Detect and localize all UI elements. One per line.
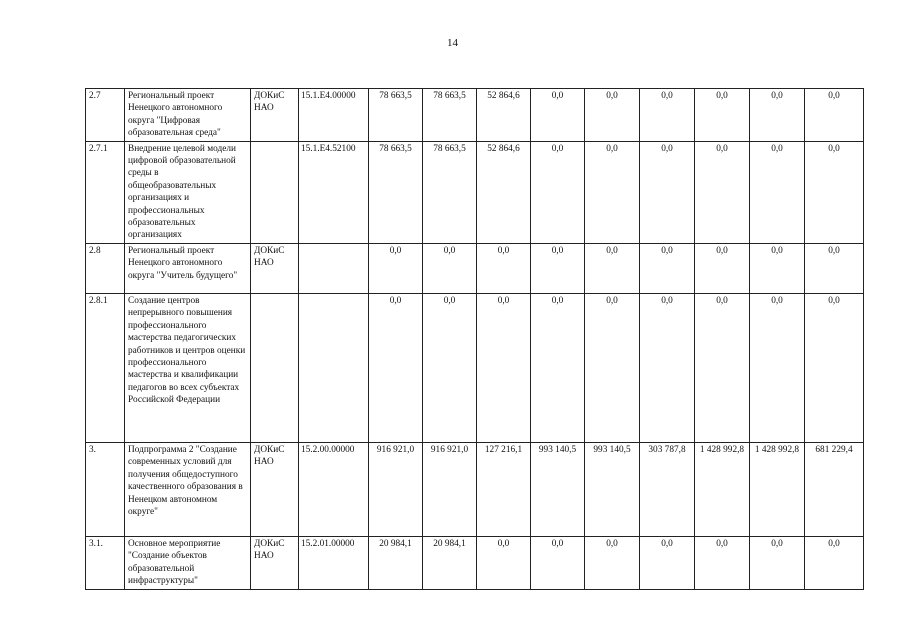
value-cell: 52 864,6 <box>477 89 531 142</box>
row-name-cell: Региональный проект Ненецкого автономного округа "Цифровая образовательная среда" <box>125 89 251 142</box>
value-cell: 0,0 <box>805 141 864 243</box>
table-row <box>86 243 864 293</box>
value-cell: 0,0 <box>695 293 750 442</box>
value-cell: 78 663,5 <box>423 141 477 243</box>
value-cell: 0,0 <box>640 243 695 293</box>
value-cell: 0,0 <box>640 536 695 589</box>
row-name-cell: Основное мероприятие "Создание объектов образовательной инфраструктуры" <box>125 536 251 589</box>
value-cell: 20 984,1 <box>369 536 423 589</box>
table-row <box>86 89 864 142</box>
value-cell: 916 921,0 <box>423 442 477 536</box>
value-cell: 0,0 <box>585 536 640 589</box>
value-cell: 127 216,1 <box>477 442 531 536</box>
value-cell: 78 663,5 <box>369 141 423 243</box>
value-cell: 0,0 <box>695 89 750 142</box>
executor-cell: ДОКиС НАО <box>251 89 299 142</box>
value-cell: 0,0 <box>640 141 695 243</box>
budget-code-cell: 15.1.Е4.52100 <box>299 141 369 243</box>
value-cell: 0,0 <box>750 141 805 243</box>
value-cell: 0,0 <box>369 293 423 442</box>
value-cell: 0,0 <box>477 293 531 442</box>
value-cell: 0,0 <box>423 243 477 293</box>
value-cell: 681 229,4 <box>805 442 864 536</box>
value-cell: 0,0 <box>531 293 585 442</box>
executor-cell: ДОКиС НАО <box>251 243 299 293</box>
value-cell: 0,0 <box>695 141 750 243</box>
page-number: 14 <box>447 37 458 49</box>
executor-cell <box>251 141 299 243</box>
executor-cell: ДОКиС НАО <box>251 536 299 589</box>
value-cell: 78 663,5 <box>369 89 423 142</box>
value-cell: 0,0 <box>585 89 640 142</box>
row-name-cell: Подпрограмма 2 "Создание современных условий для получения общедоступного качественного образования в Ненецком автономном округе" <box>125 442 251 536</box>
value-cell: 0,0 <box>805 293 864 442</box>
budget-code-cell: 15.1.Е4.00000 <box>299 89 369 142</box>
budget-table <box>85 88 864 590</box>
value-cell: 0,0 <box>640 293 695 442</box>
table-row <box>86 442 864 536</box>
value-cell: 916 921,0 <box>369 442 423 536</box>
value-cell: 20 984,1 <box>423 536 477 589</box>
value-cell: 993 140,5 <box>585 442 640 536</box>
row-number-cell: 2.8 <box>86 243 125 293</box>
table-row <box>86 293 864 442</box>
value-cell: 0,0 <box>750 243 805 293</box>
table-row <box>86 141 864 243</box>
value-cell: 0,0 <box>695 243 750 293</box>
row-name-cell: Региональный проект Ненецкого автономного округа "Учитель будущего" <box>125 243 251 293</box>
value-cell: 52 864,6 <box>477 141 531 243</box>
value-cell: 0,0 <box>640 89 695 142</box>
row-number-cell: 3.1. <box>86 536 125 589</box>
value-cell: 0,0 <box>585 293 640 442</box>
value-cell: 0,0 <box>477 243 531 293</box>
value-cell: 0,0 <box>585 243 640 293</box>
value-cell: 0,0 <box>750 89 805 142</box>
budget-code-cell <box>299 243 369 293</box>
value-cell: 0,0 <box>531 536 585 589</box>
value-cell: 78 663,5 <box>423 89 477 142</box>
value-cell: 0,0 <box>695 536 750 589</box>
value-cell: 0,0 <box>531 243 585 293</box>
value-cell: 0,0 <box>531 89 585 142</box>
executor-cell: ДОКиС НАО <box>251 442 299 536</box>
budget-code-cell: 15.2.01.00000 <box>299 536 369 589</box>
row-number-cell: 2.7.1 <box>86 141 125 243</box>
value-cell: 0,0 <box>585 141 640 243</box>
value-cell: 0,0 <box>369 243 423 293</box>
value-cell: 1 428 992,8 <box>750 442 805 536</box>
table-row <box>86 536 864 589</box>
row-name-cell: Создание центров непрерывного повышения профессионального мастерства педагогических работников и центров оценки профессионального мастерства и квалификации педагогов во всех субъектах Российской Федерации <box>125 293 251 442</box>
value-cell: 0,0 <box>750 536 805 589</box>
value-cell: 993 140,5 <box>531 442 585 536</box>
value-cell: 0,0 <box>477 536 531 589</box>
value-cell: 1 428 992,8 <box>695 442 750 536</box>
budget-code-cell: 15.2.00.00000 <box>299 442 369 536</box>
row-number-cell: 2.8.1 <box>86 293 125 442</box>
value-cell: 0,0 <box>805 243 864 293</box>
value-cell: 0,0 <box>423 293 477 442</box>
value-cell: 0,0 <box>805 89 864 142</box>
row-name-cell: Внедрение целевой модели цифровой образовательной среды в общеобразовательных организациях и профессиональных образовательных организациях <box>125 141 251 243</box>
row-number-cell: 3. <box>86 442 125 536</box>
value-cell: 303 787,8 <box>640 442 695 536</box>
executor-cell <box>251 293 299 442</box>
value-cell: 0,0 <box>531 141 585 243</box>
row-number-cell: 2.7 <box>86 89 125 142</box>
value-cell: 0,0 <box>750 293 805 442</box>
budget-code-cell <box>299 293 369 442</box>
value-cell: 0,0 <box>805 536 864 589</box>
